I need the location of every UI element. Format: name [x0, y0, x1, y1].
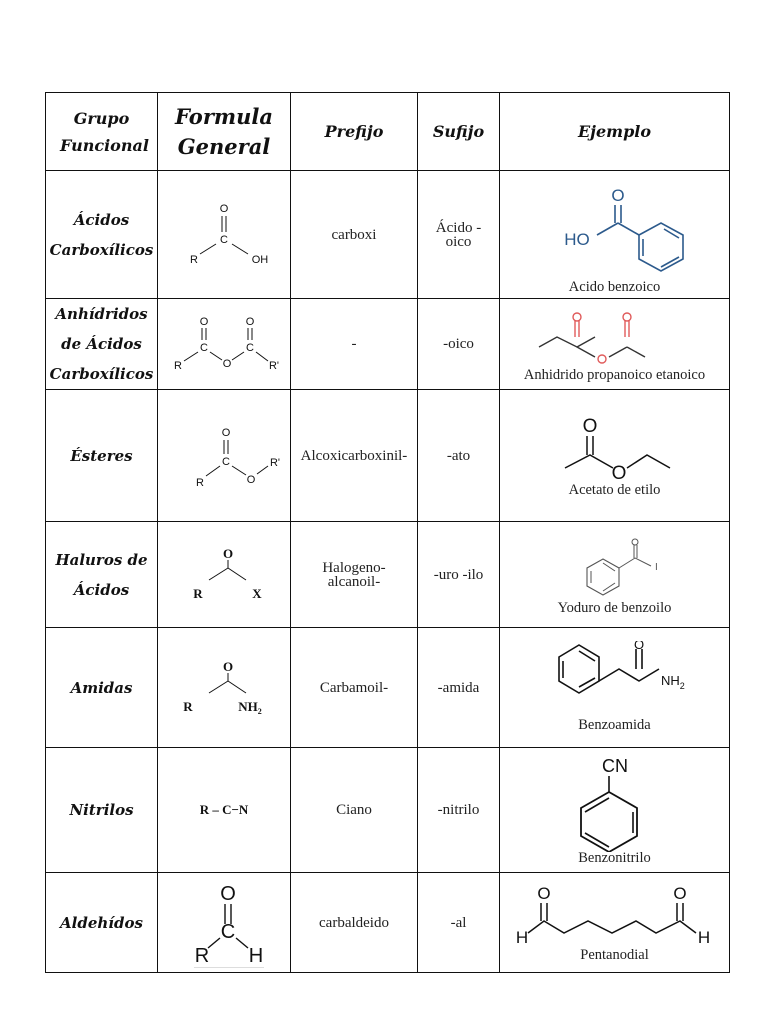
prefix: carboxi	[291, 171, 418, 299]
functional-groups-table	[45, 92, 730, 973]
suffix: -al	[418, 873, 500, 973]
svg-text:O: O	[220, 882, 236, 905]
header-ejemplo: Ejemplo	[500, 93, 730, 171]
example-name: Pentanodial	[580, 947, 649, 963]
example	[500, 522, 730, 628]
pentanodial-structure	[510, 881, 720, 949]
acyl-halide-formula	[164, 540, 284, 610]
suffix: -ato	[418, 390, 500, 522]
prefix: Ciano	[291, 748, 418, 873]
example	[500, 748, 730, 873]
svg-text:H: H	[515, 928, 528, 947]
svg-text:O: O	[672, 884, 687, 903]
group-name: Aldehídos	[46, 873, 158, 973]
svg-text:O: O	[611, 463, 626, 484]
table-row	[46, 873, 730, 973]
anhydride-structure	[535, 305, 695, 369]
svg-text:H: H	[248, 944, 264, 967]
prefix: Halogeno-alcanoil-	[291, 522, 418, 628]
ester-formula	[164, 416, 284, 496]
table-row	[46, 748, 730, 873]
svg-text:O: O	[633, 641, 644, 652]
svg-text:I: I	[654, 562, 658, 573]
group-name: Amidas	[46, 628, 158, 748]
example-name: Acido benzoico	[568, 279, 661, 295]
prefix: Carbamoil-	[291, 628, 418, 748]
example	[500, 628, 730, 748]
table-row	[46, 522, 730, 628]
aldehyde-formula	[164, 878, 284, 968]
svg-text:R': R'	[269, 456, 281, 469]
benzoic-acid-structure	[535, 173, 695, 281]
example-name: Acetato de etilo	[568, 482, 661, 498]
svg-text:O: O	[246, 473, 256, 486]
anhydride-formula	[162, 309, 287, 379]
svg-text:O: O	[219, 202, 229, 215]
example	[500, 299, 730, 390]
prefix: -	[291, 299, 418, 390]
svg-text:NH2: $NH_2$	[238, 698, 262, 716]
svg-text:CN: CN	[601, 755, 628, 776]
general-formula	[158, 873, 291, 973]
example-name: Benzoamida	[578, 717, 651, 733]
general-formula	[158, 628, 291, 748]
prefix: carbaldeido	[291, 873, 418, 973]
group-name: Haluros de Ácidos	[46, 522, 158, 628]
svg-text:HO: HO	[563, 230, 590, 249]
example-name: Anhidrido propanoico etanoico	[523, 366, 706, 383]
group-name: Anhídridos de Ácidos Carboxílicos	[46, 299, 158, 390]
svg-text:O: O	[245, 316, 254, 328]
svg-text:C: C	[199, 342, 208, 354]
benzoamide-structure	[535, 641, 695, 719]
header-formula: Formula General	[158, 93, 291, 171]
svg-text:C: C	[220, 233, 228, 246]
example	[500, 873, 730, 973]
suffix: Ácido - oico	[418, 171, 500, 299]
nitrile-formula: R – C−N	[199, 802, 249, 817]
svg-text:OH: OH	[251, 253, 269, 266]
svg-text:R: R	[194, 944, 210, 967]
general-formula	[158, 390, 291, 522]
header-prefijo: Prefijo	[291, 93, 418, 171]
general-formula	[158, 299, 291, 390]
table-row	[46, 390, 730, 522]
svg-text:R: R	[196, 476, 204, 489]
svg-text:O: O	[199, 316, 208, 328]
svg-text:O: O	[222, 358, 231, 370]
svg-text:X: X	[252, 585, 262, 601]
table-row	[46, 171, 730, 299]
svg-text:R: R	[193, 585, 203, 601]
svg-text:O: O	[221, 426, 231, 439]
general-formula	[158, 748, 291, 873]
table-row	[46, 299, 730, 390]
svg-text:R: R	[173, 360, 182, 372]
carboxylic-acid-formula	[164, 190, 284, 280]
amide-formula	[164, 653, 284, 723]
svg-text:H: H	[697, 928, 710, 947]
benzonitrile-structure	[535, 754, 695, 852]
suffix: -oico	[418, 299, 500, 390]
suffix: -uro -ilo	[418, 522, 500, 628]
benzoyl-iodide-structure	[535, 532, 695, 602]
svg-text:NH2: $NH_2$	[660, 673, 685, 691]
table-row	[46, 628, 730, 748]
svg-text:R: R	[183, 698, 193, 714]
group-name: Ésteres	[46, 390, 158, 522]
group-name: Nitrilos	[46, 748, 158, 873]
header-grupo: Grupo Funcional	[46, 93, 158, 171]
example	[500, 390, 730, 522]
header-row	[46, 93, 730, 171]
header-sufijo: Sufijo	[418, 93, 500, 171]
ethyl-acetate-structure	[535, 412, 695, 484]
svg-text:O: O	[222, 658, 234, 674]
svg-text:R: R	[190, 253, 198, 266]
example-name: Yoduro de benzoilo	[557, 600, 672, 616]
general-formula	[158, 171, 291, 299]
general-formula	[158, 522, 291, 628]
svg-text:C: C	[222, 455, 230, 468]
group-name: Ácidos Carboxílicos	[46, 171, 158, 299]
svg-text:R': R'	[268, 360, 279, 372]
svg-text:O: O	[536, 884, 551, 903]
prefix: Alcoxicarboxinil-	[291, 390, 418, 522]
svg-text:C: C	[245, 342, 254, 354]
suffix: -nitrilo	[418, 748, 500, 873]
svg-text:C: C	[220, 920, 236, 943]
suffix: -amida	[418, 628, 500, 748]
example-name: Benzonitrilo	[578, 849, 651, 866]
svg-text:O: O	[582, 416, 597, 437]
svg-text:O: O	[610, 186, 625, 205]
svg-text:O: O	[222, 545, 234, 561]
example	[500, 171, 730, 299]
